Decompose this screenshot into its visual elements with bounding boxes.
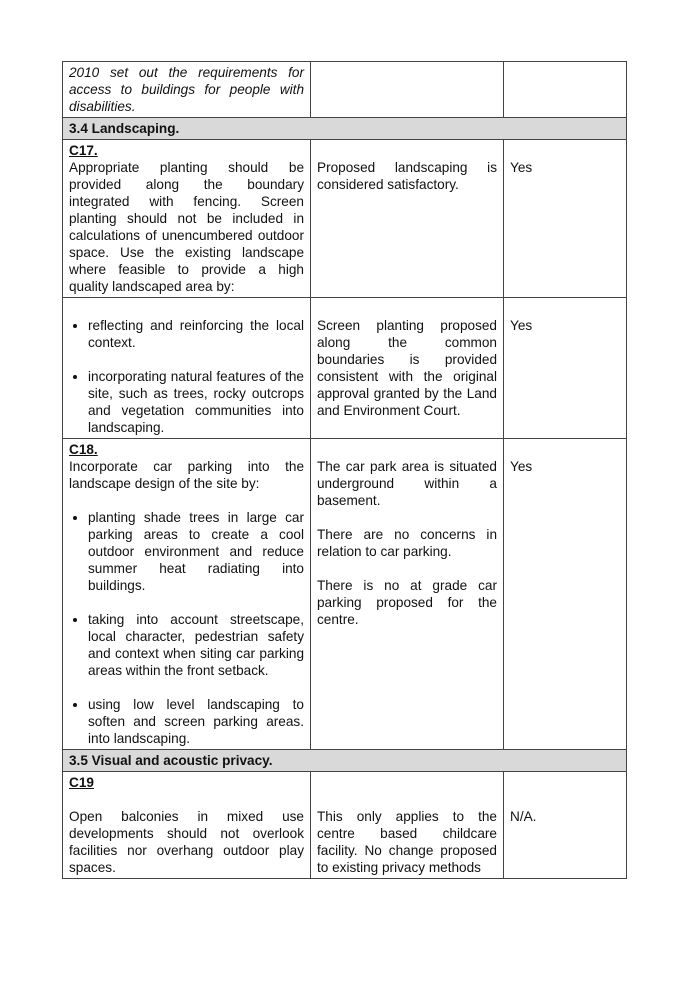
- compliance-cell: [504, 140, 627, 298]
- requirement-cell: [63, 140, 311, 298]
- compliance-value: Yes: [510, 318, 533, 333]
- comment-text: There are no concerns in relation to car parking.: [317, 527, 497, 559]
- requirement-cell: [63, 62, 311, 118]
- requirement-text: Open balconies in mixed use developments should not overlook facilities nor overhang outdoor play spaces.: [69, 809, 304, 875]
- requirement-text: 2010 set out the requirements for access to buildings for people with disabilities.: [69, 65, 304, 114]
- bullet-list: [69, 317, 304, 436]
- comment-cell: [311, 298, 504, 439]
- compliance-cell: [504, 439, 627, 750]
- comment-text: This only applies to the centre based childcare facility. No change proposed to existing privacy methods: [317, 809, 497, 875]
- list-item: • using low level landscaping to soften and screen parking areas. into landscaping.: [88, 696, 304, 747]
- compliance-value: Yes: [510, 459, 533, 474]
- comment-cell: [311, 439, 504, 750]
- section-row: [63, 750, 627, 772]
- section-row: [63, 118, 627, 140]
- compliance-table: [62, 61, 627, 879]
- bullet-list: [69, 509, 304, 747]
- section-heading-privacy: 3.5 Visual and acoustic privacy.: [63, 750, 627, 772]
- control-code: C17.: [69, 143, 98, 158]
- requirement-text: Appropriate planting should be provided along the boundary integrated with fencing. Screen planting should not be included in calculations of unencumbered outdoor space. Use the existing landscape where feasible to provide a high quality landscaped area by:: [69, 160, 304, 294]
- table-row: [63, 772, 627, 879]
- compliance-cell: [504, 772, 627, 879]
- comment-text: The car park area is situated underground within a basement.: [317, 459, 497, 508]
- control-code: C18.: [69, 442, 98, 457]
- comment-cell: [311, 62, 504, 118]
- table-row: [63, 298, 627, 439]
- table-row: [63, 439, 627, 750]
- comment-text: Screen planting proposed along the common boundaries is provided consistent with the original approval granted by the Land and Environment Court.: [317, 318, 497, 418]
- compliance-value: N/A.: [510, 809, 537, 824]
- list-item: • taking into account streetscape, local character, pedestrian safety and context when siting car parking areas within the front setback.: [88, 611, 304, 679]
- table-row: [63, 62, 627, 118]
- table-row: [63, 140, 627, 298]
- compliance-cell: [504, 298, 627, 439]
- compliance-value: Yes: [510, 160, 533, 175]
- requirement-cell: [63, 772, 311, 879]
- requirement-cell: [63, 439, 311, 750]
- section-heading-landscaping: 3.4 Landscaping.: [63, 118, 627, 140]
- comment-cell: [311, 140, 504, 298]
- list-item: • incorporating natural features of the site, such as trees, rocky outcrops and vegetation communities into landscaping.: [88, 368, 304, 436]
- list-item: • planting shade trees in large car parking areas to create a cool outdoor environment and reduce summer heat radiating into buildings.: [88, 509, 304, 594]
- requirement-cell: [63, 298, 311, 439]
- comment-text: There is no at grade car parking proposed for the centre.: [317, 578, 497, 627]
- requirement-text: Incorporate car parking into the landscape design of the site by:: [69, 459, 304, 491]
- comment-cell: [311, 772, 504, 879]
- control-code: C19: [69, 775, 94, 790]
- list-item: • reflecting and reinforcing the local context.: [88, 317, 304, 351]
- compliance-cell: [504, 62, 627, 118]
- comment-text: Proposed landscaping is considered satisfactory.: [317, 160, 497, 192]
